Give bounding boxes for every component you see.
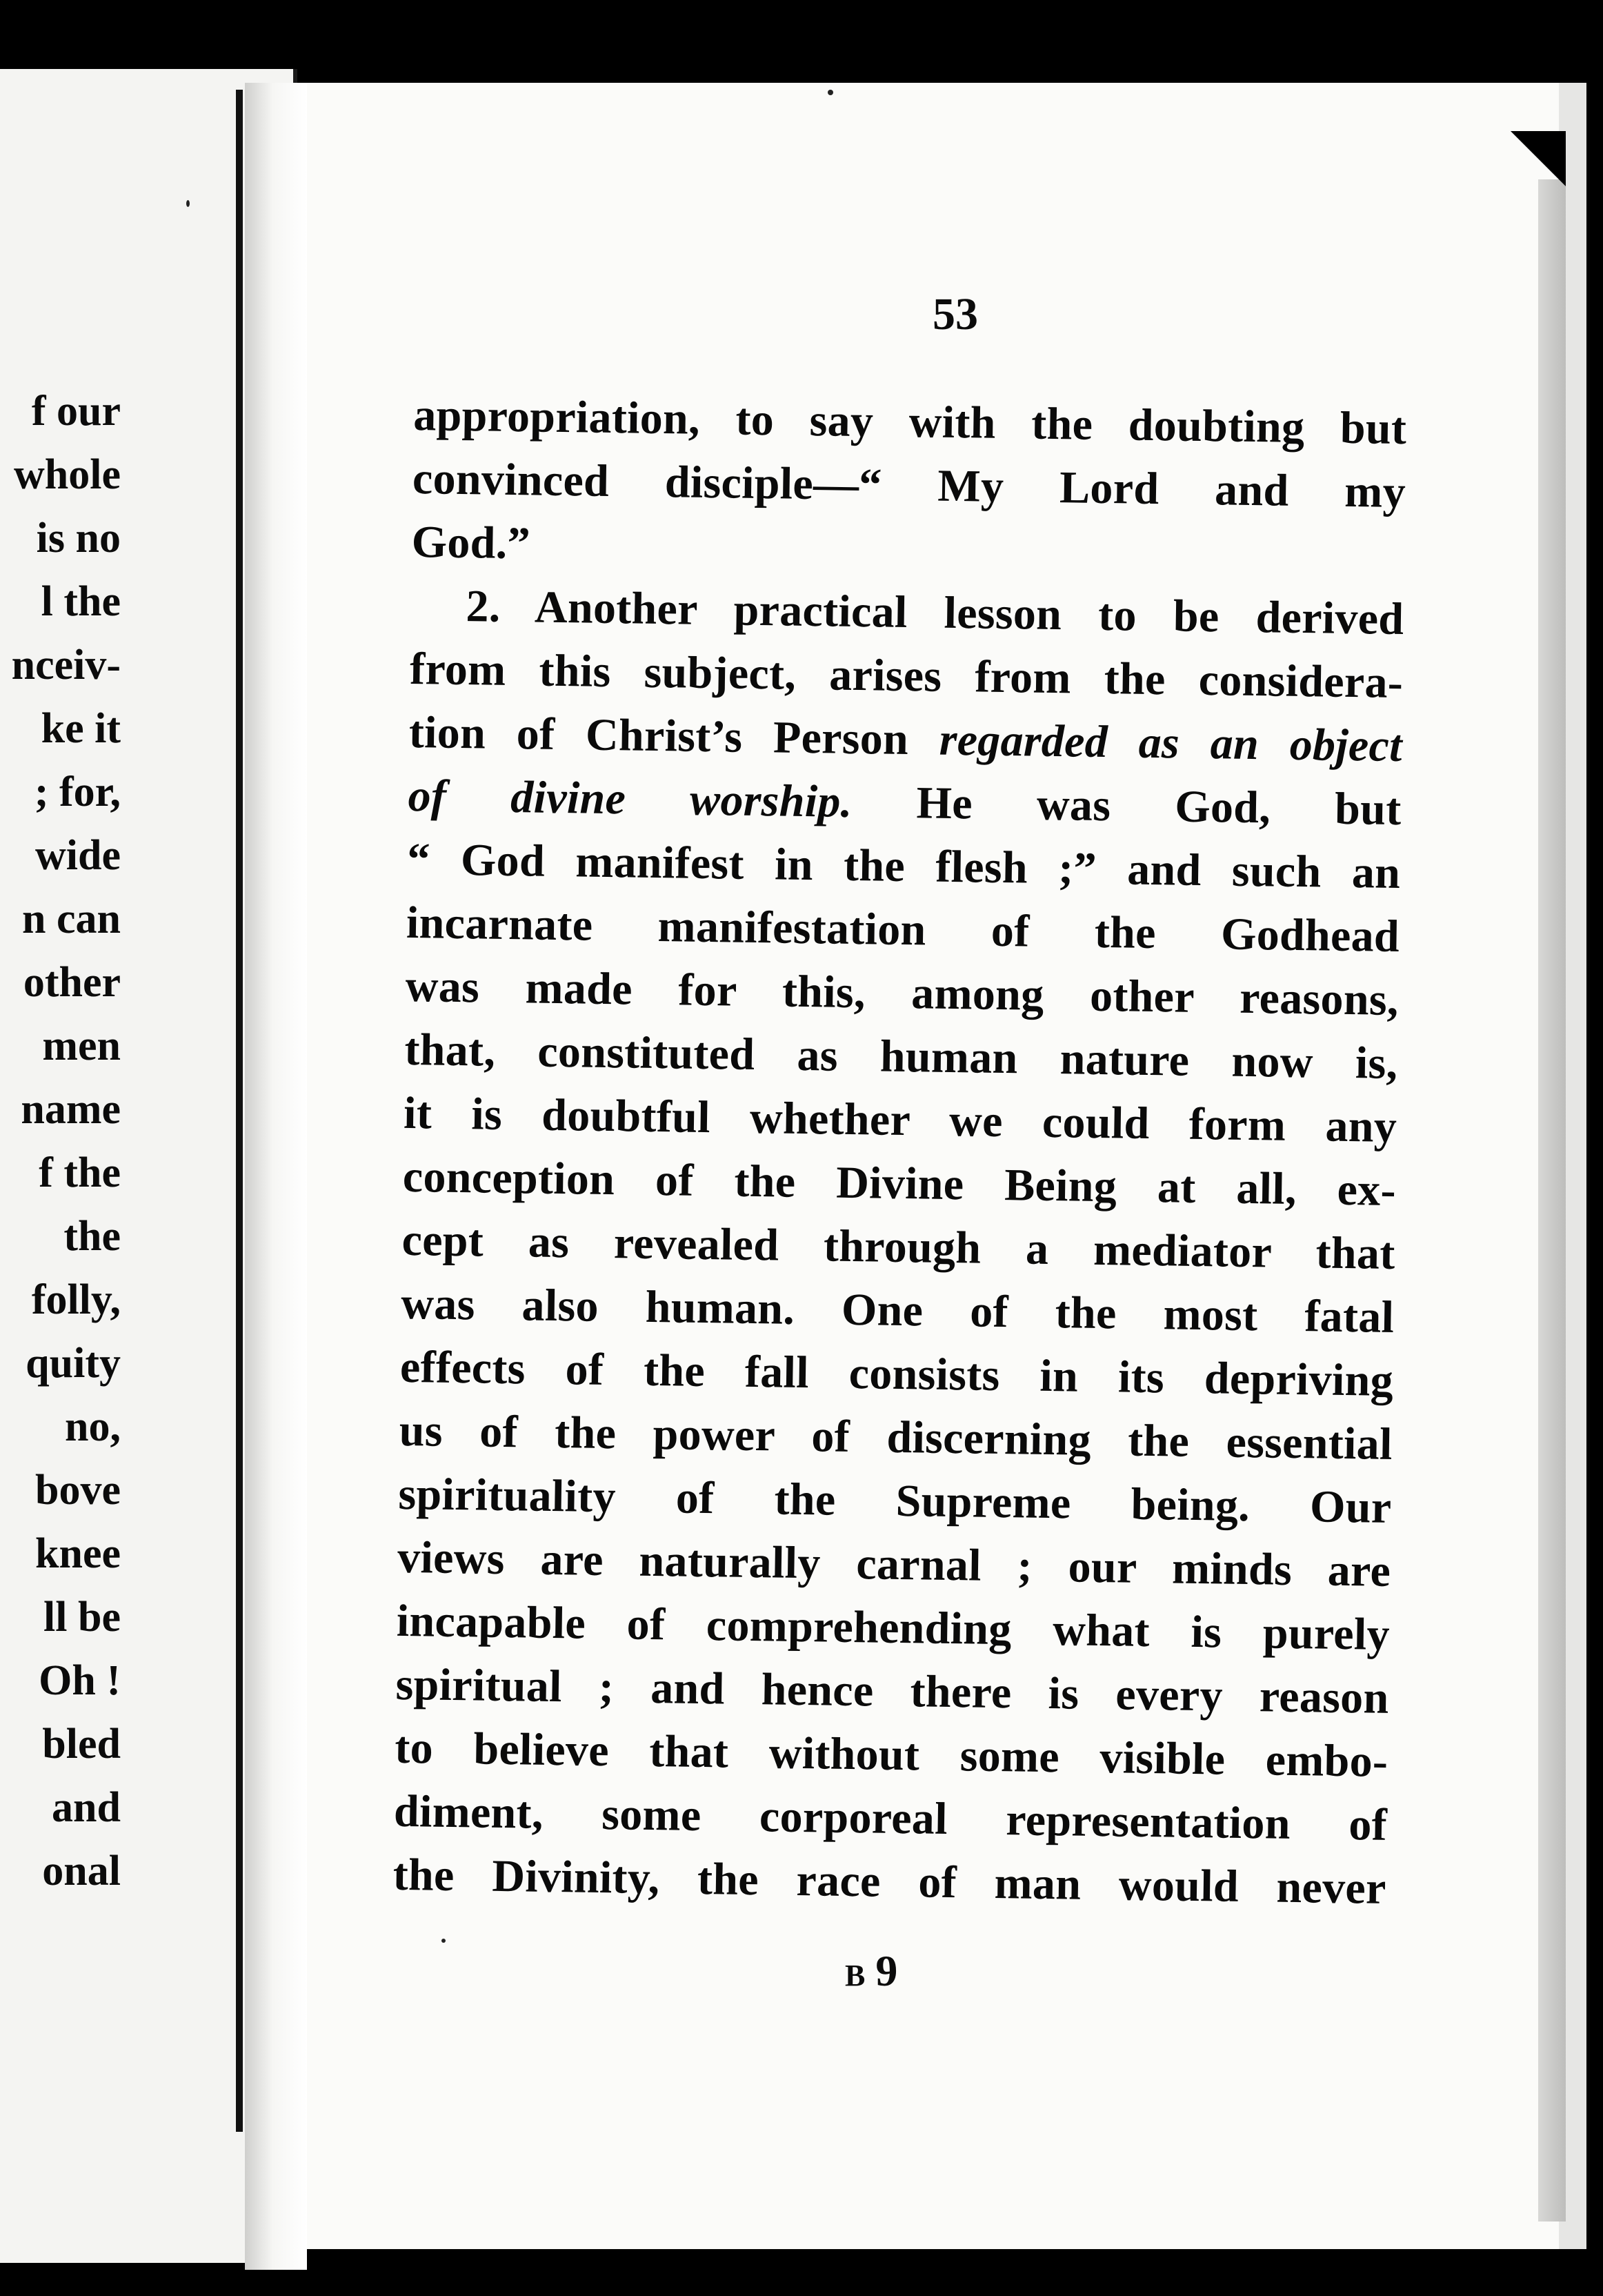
signature-number: 9 <box>875 1946 898 1995</box>
dust-speck <box>441 1939 446 1943</box>
book-gutter <box>245 83 307 2270</box>
dust-speck <box>828 90 833 95</box>
left-page-line: ke it <box>41 705 121 752</box>
text-line: diment, some corporeal representation of <box>393 1785 1388 1850</box>
text-line: spiritual ; and hence there is every reason <box>395 1659 1390 1723</box>
left-page-line: men <box>42 1022 121 1069</box>
text-line: to believe that without some visible embo- <box>394 1722 1388 1787</box>
left-page-line: bled <box>42 1721 121 1768</box>
text-line: that, constituted as human nature now is, <box>404 1024 1398 1089</box>
text-line: the Divinity, the race of man would never <box>392 1849 1387 1914</box>
signature-mark <box>845 1946 897 1997</box>
left-page-line: n can <box>22 895 121 942</box>
left-page-line: name <box>21 1086 121 1133</box>
text-line: spirituality of the Supreme being. Our <box>398 1468 1392 1533</box>
left-page-line: ll be <box>43 1594 121 1641</box>
text-run: tion of Christ’s Person <box>408 706 940 765</box>
signature-letter: B <box>845 1959 866 1992</box>
text-line: effects of the fall consists in its depriving <box>399 1341 1394 1406</box>
left-page-line: nceiv- <box>11 642 121 689</box>
text-line: 2. Another practical lesson to be derived <box>465 581 1404 645</box>
left-page-line: Oh ! <box>39 1657 121 1704</box>
page-edge <box>1538 179 1566 2221</box>
page-number: 53 <box>933 289 978 339</box>
left-page-line: other <box>23 959 121 1006</box>
text-line: conception of the Divine Being at all, ex- <box>402 1151 1397 1216</box>
italic-text-run: of divine worship. <box>408 770 853 827</box>
gutter-shadow-line <box>236 90 243 2132</box>
left-page-line: ; for, <box>34 769 121 815</box>
text-line: views are naturally carnal ; our minds are <box>397 1532 1391 1596</box>
text-line: appropriation, to say with the doubting but <box>412 389 1407 455</box>
left-page-line: bove <box>35 1467 121 1514</box>
text-line: from this subject, arises from the considera- <box>409 643 1404 709</box>
text-line: God.” <box>411 516 531 569</box>
left-page-line: folly, <box>31 1276 121 1323</box>
left-page-line: the <box>63 1213 121 1260</box>
italic-text-run: regarded as an object <box>939 714 1403 772</box>
left-page-line: quity <box>26 1340 121 1387</box>
text-line: “ God manifest in the flesh ;” and such an <box>406 833 1401 899</box>
text-line: was also human. One of the most fatal <box>400 1278 1395 1343</box>
text-line: us of the power of discerning the essential <box>399 1405 1393 1469</box>
left-page-line: onal <box>42 1848 121 1894</box>
left-page-line: no, <box>65 1403 121 1450</box>
dust-speck <box>186 200 190 207</box>
text-run: He was God, but <box>852 776 1402 835</box>
left-page-line: and <box>52 1784 121 1831</box>
left-page-line: is no <box>36 515 121 562</box>
left-page-line: l the <box>41 578 121 625</box>
folded-corner <box>1511 131 1566 186</box>
text-line: cept as revealed through a mediator that <box>401 1214 1396 1279</box>
text-line: it is doubtful whether we could form any <box>403 1087 1397 1152</box>
text-line: incapable of comprehending what is purely <box>396 1595 1391 1660</box>
left-page-line: f our <box>31 388 121 435</box>
body-text <box>392 384 1407 1921</box>
left-page-line: whole <box>14 451 121 498</box>
text-line: incarnate manifestation of the Godhead <box>406 897 1400 962</box>
text-line: convinced disciple—“ My Lord and my <box>412 453 1406 518</box>
left-page-line: f the <box>39 1149 121 1196</box>
text-line: was made for this, among other reasons, <box>405 960 1400 1026</box>
left-page-line: wide <box>35 832 121 879</box>
left-page-line: knee <box>35 1530 121 1577</box>
